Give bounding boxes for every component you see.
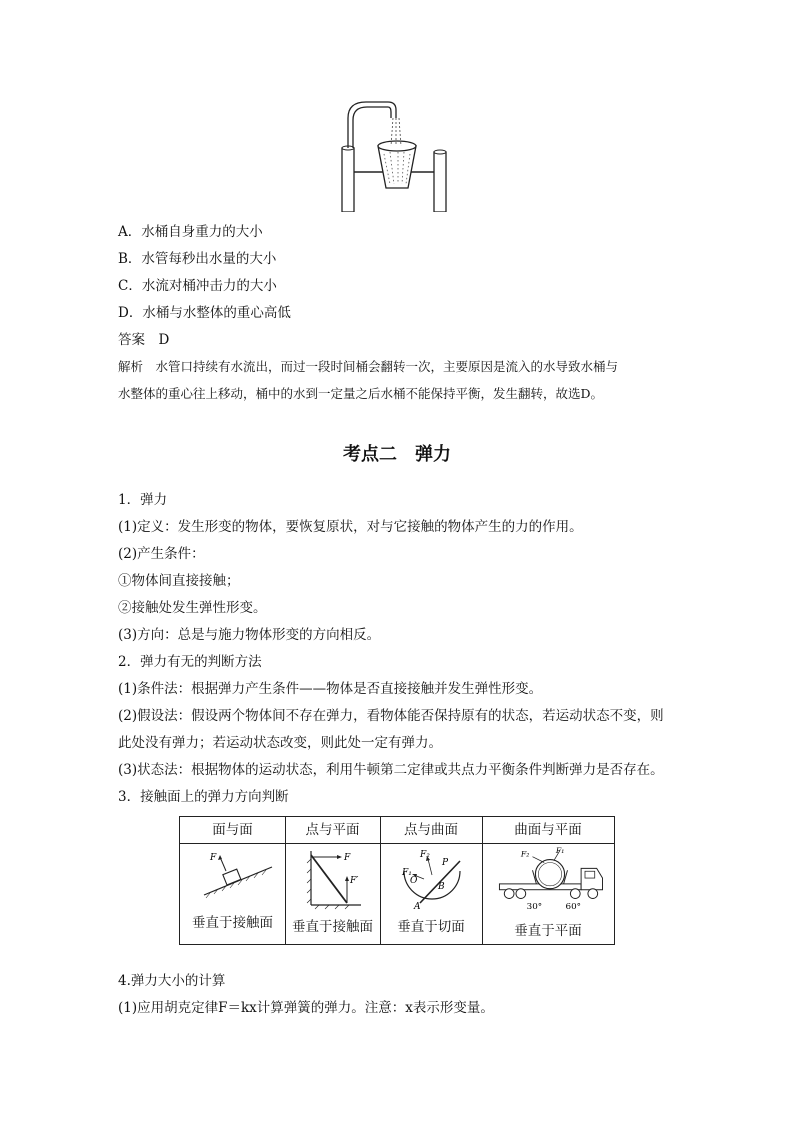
conditions-heading: (2)产生条件： (118, 546, 205, 562)
option-c: C．水流对桶冲击力的大小 (118, 278, 277, 294)
direction-line: (3)方向：总是与施力物体形变的方向相反。 (118, 627, 381, 643)
analysis-line-1: 解析 水管口持续有水流出，而过一段时间桶会翻转一次，主要原因是流入的水导致水桶与 (118, 359, 619, 374)
point-label-b: B (438, 882, 445, 892)
option-d: D．水桶与水整体的重心高低 (118, 305, 291, 321)
force-label-f1: F₁ (402, 868, 412, 878)
bucket-pipe-figure (336, 100, 456, 212)
condition-method: (1)条件法：根据弹力产生条件——物体是否直接接触并发生弹性形变。 (118, 681, 543, 697)
force-label-f2: F₂ (420, 850, 430, 860)
force-label-f-prime: F′ (350, 876, 359, 886)
direction-table (179, 816, 615, 945)
force-label-f-wall: F (344, 853, 351, 863)
heading-direction: 3．接触面上的弹力方向判断 (118, 789, 289, 805)
header-point-plane: 点与平面 (305, 822, 360, 838)
header-point-curve: 点与曲面 (404, 822, 458, 838)
caption-face-face: 垂直于接触面 (192, 915, 273, 931)
caption-point-curve: 垂直于切面 (397, 919, 465, 935)
option-a: A．水桶自身重力的大小 (118, 224, 263, 240)
force-label-f: F (210, 853, 217, 863)
condition-2: ②接触处发生弹性形变。 (118, 600, 267, 616)
block-incline-figure (190, 845, 280, 915)
definition-line: (1)定义：发生形变的物体，要恢复原状，对与它接触的物体产生的力的作用。 (118, 519, 583, 535)
hypothesis-method: (2)假设法：假设两个物体间不存在弹力，看物体能否保持原有的状态，若运动状态不变，则 (118, 708, 664, 724)
hooke-law-line: (1)应用胡克定律F＝kx计算弹簧的弹力。注意：x表示形变量。 (118, 1000, 494, 1016)
answer: 答案 D (118, 332, 170, 348)
option-b: B．水管每秒出水量的大小 (118, 251, 277, 267)
truck-pipe-figure (490, 845, 610, 915)
caption-curve-plane: 垂直于平面 (514, 923, 582, 939)
section-title: 考点二 弹力 (343, 444, 451, 465)
point-label-o: O (410, 876, 418, 886)
state-method: (3)状态法：根据物体的运动状态，利用牛顿第二定律或共点力平衡条件判断弹力是否存在。 (118, 762, 664, 778)
force-label-f2-truck: F₂ (520, 849, 530, 859)
point-label-p: P (442, 858, 449, 868)
angle-30-label: 30° (526, 902, 543, 913)
hypothesis-method-cont: 此处没有弹力；若运动状态改变，则此处一定有弹力。 (118, 735, 442, 751)
rod-bowl-figure (390, 845, 476, 915)
header-curve-plane: 曲面与平面 (514, 822, 582, 838)
analysis-line-2: 水整体的重心往上移动，桶中的水到一定量之后水桶不能保持平衡，发生翻转，故选D。 (118, 386, 604, 401)
header-face-face: 面与面 (212, 822, 253, 838)
heading-judgment: 2．弹力有无的判断方法 (118, 654, 262, 670)
angle-60-label: 60° (565, 902, 582, 913)
force-label-f1-truck: F₁ (555, 845, 565, 855)
point-label-a: A (414, 902, 421, 912)
heading-magnitude: 4.弹力大小的计算 (118, 973, 226, 989)
condition-1: ①物体间直接接触； (118, 573, 240, 589)
rod-wall-figure (295, 845, 375, 915)
caption-point-plane: 垂直于接触面 (292, 919, 373, 935)
heading-elasticity: 1．弹力 (118, 492, 168, 508)
